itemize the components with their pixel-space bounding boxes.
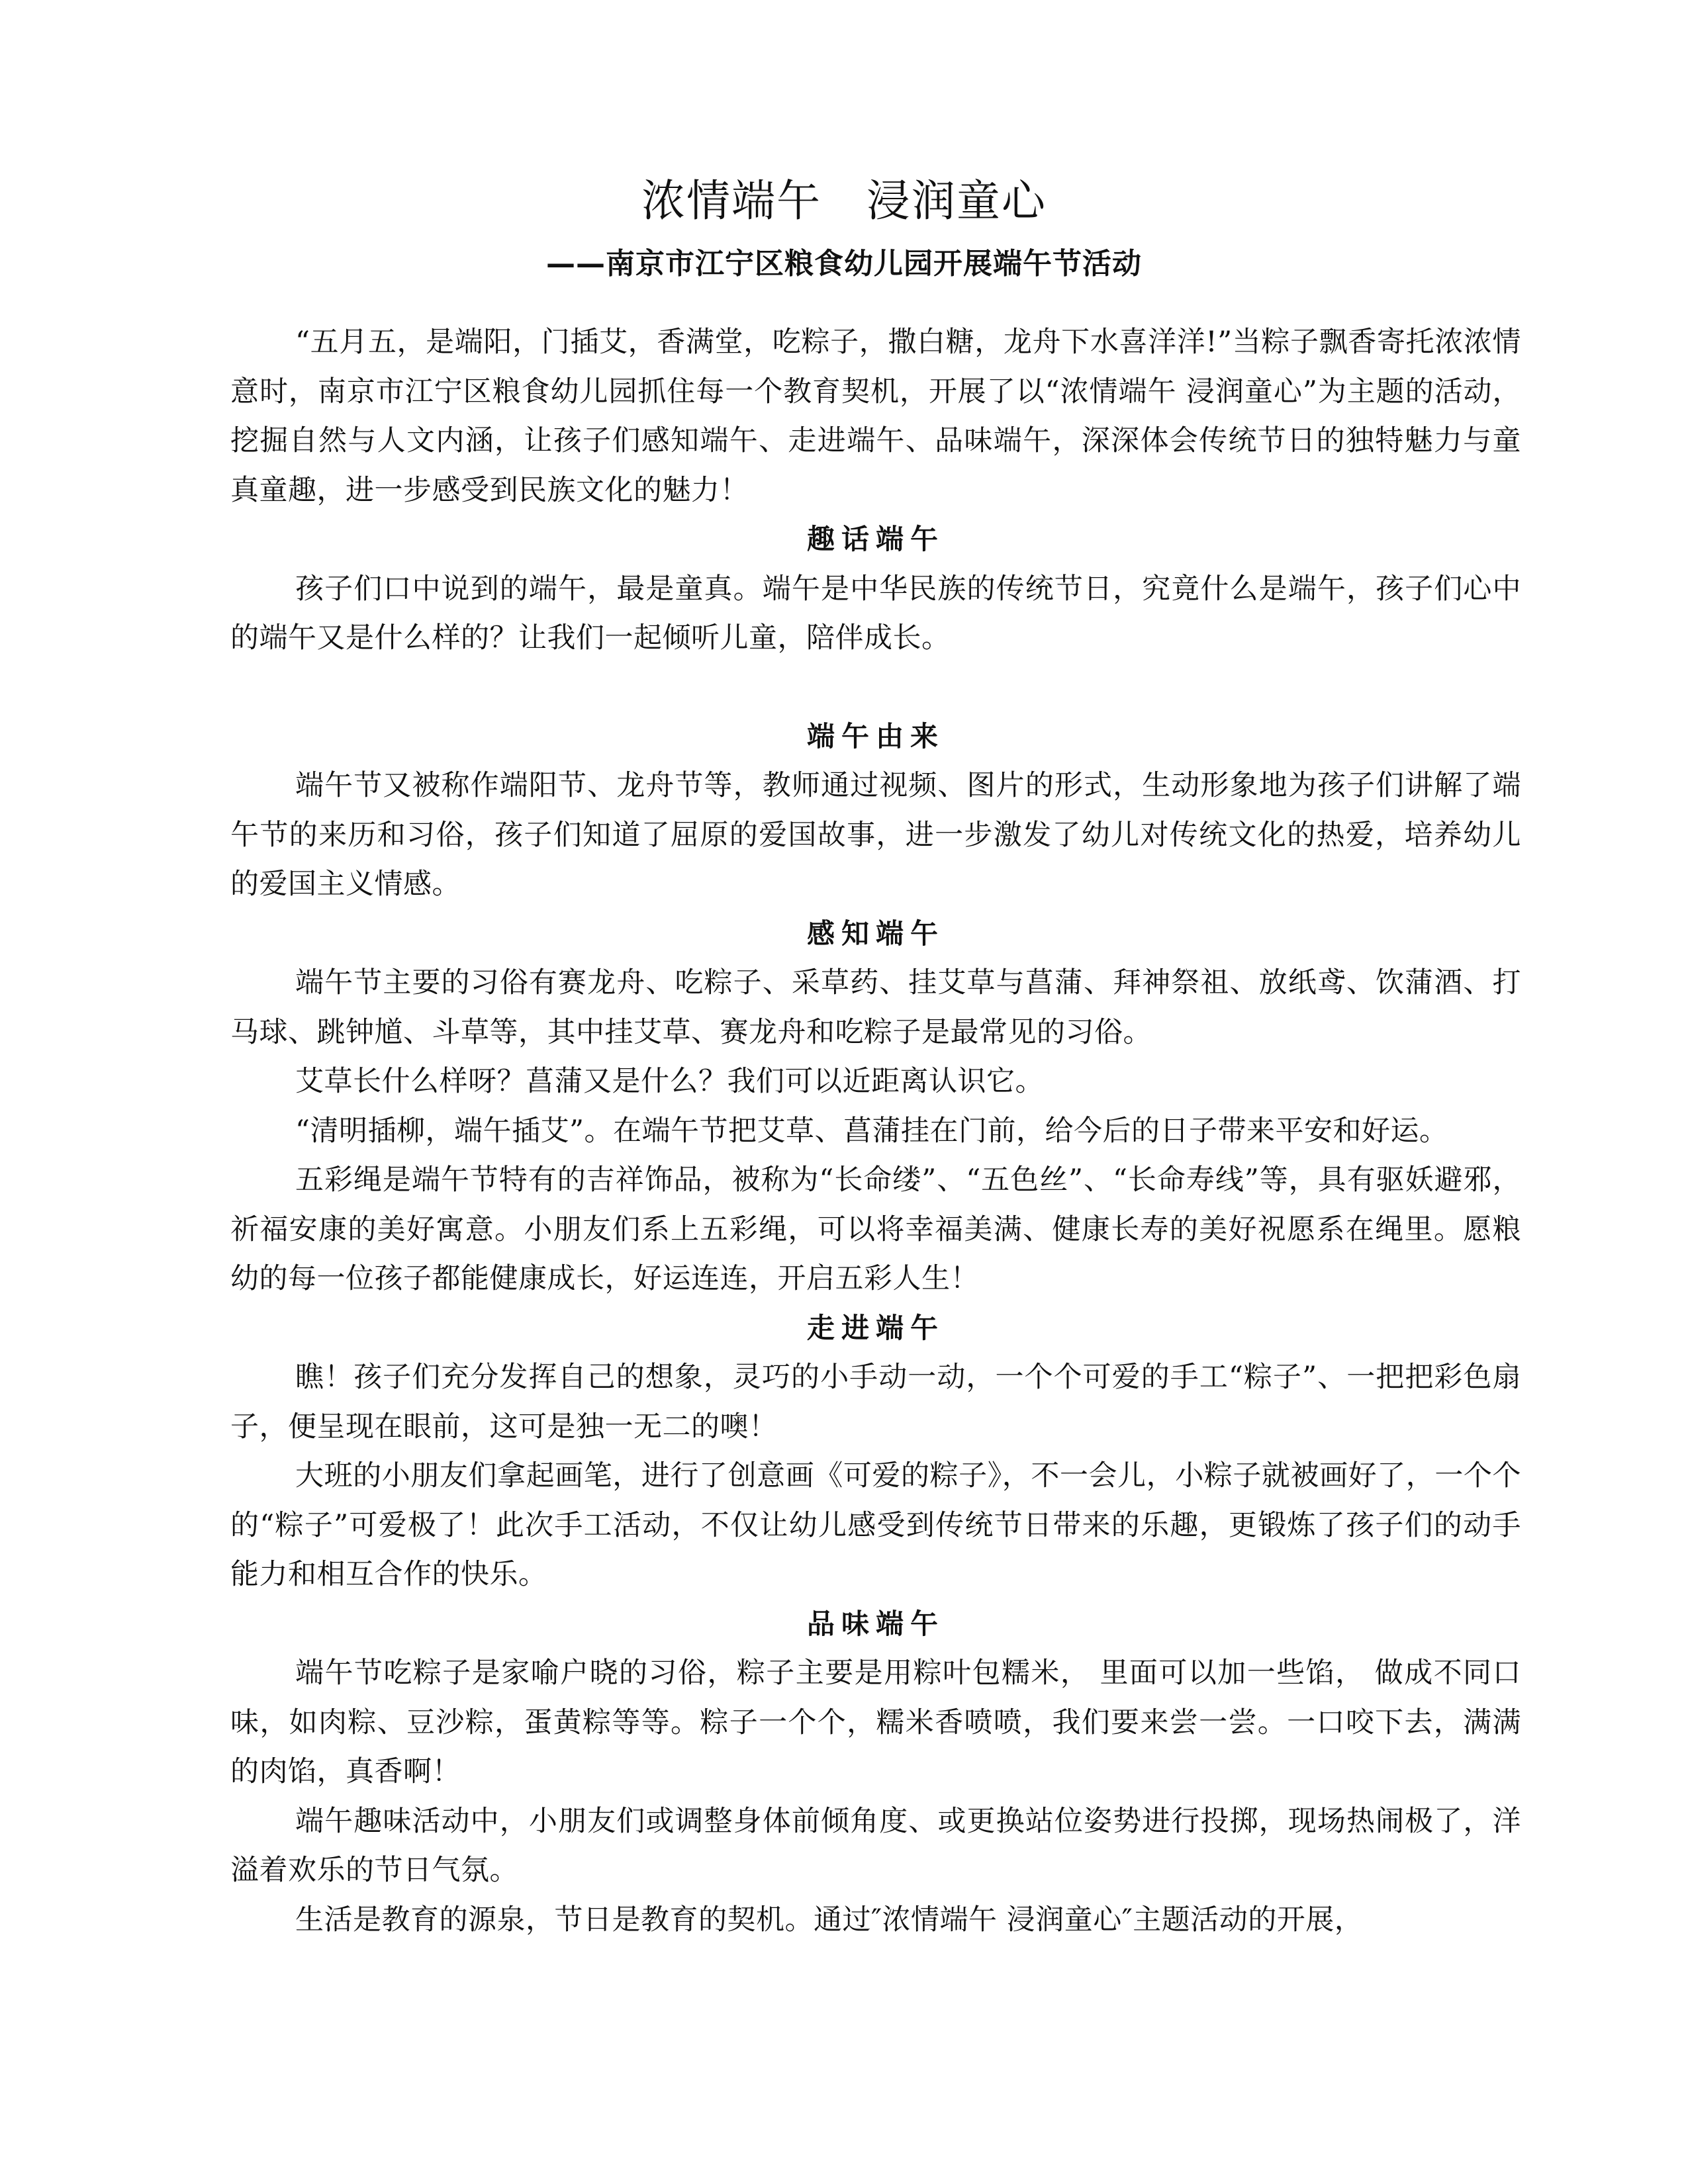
paragraph: “清明插柳，端午插艾”。在端午节把艾草、菖蒲挂在门前，给今后的日子带来平安和好运。 <box>295 1114 1448 1148</box>
section-heading: 趣话端午 <box>806 523 945 555</box>
section-heading: 走进端午 <box>806 1311 945 1344</box>
paragraph: 端午趣味活动中，小朋友们或调整身体前倾角度、或更换站位姿势进行投掷，现场热闹极了，洋溢着欢乐的节日气氛。 <box>230 1804 1521 1887</box>
section-spacer <box>230 663 1521 712</box>
paragraph: 孩子们口中说到的端午，最是童真。端午是中华民族的传统节日，究竟什么是端午，孩子们心中的端午又是什么样的？让我们一起倾听儿童，陪伴成长。 <box>230 572 1521 655</box>
paragraph: 端午节又被称作端阳节、龙舟节等，教师通过视频、图片的形式，生动形象地为孩子们讲解了端午节的来历和习俗，孩子们知道了屈原的爱国故事，进一步激发了幼儿对传统文化的热爱，培养幼儿的爱国主义情感。 <box>230 769 1521 901</box>
paragraph: 五彩绳是端午节特有的吉祥饰品，被称为“长命缕”、“五色丝”、“长命寿线”等，具有驱妖避邪，祈福安康的美好寓意。小朋友们系上五彩绳，可以将幸福美满、健康长寿的美好祝愿系在绳里。愿粮幼的每一位孩子都能健康成长，好运连连，开启五彩人生！ <box>230 1163 1521 1295</box>
paragraph: 生活是教育的源泉，节日是教育的契机。通过″浓情端午 浸润童心″主题活动的开展， <box>295 1903 1364 1936</box>
section-heading: 感知端午 <box>806 917 945 950</box>
paragraph: 大班的小朋友们拿起画笔，进行了创意画《可爱的粽子》，不一会儿，小粽子就被画好了，一个个的“粽子”可爱极了！此次手工活动，不仅让幼儿感受到传统节日带来的乐趣，更锻炼了孩子们的动手能力和相互合作的快乐。 <box>230 1459 1521 1591</box>
paragraph: 端午节吃粽子是家喻户晓的习俗，粽子主要是用粽叶包糯米， 里面可以加一些馅， 做成不同口味，如肉粽、豆沙粽，蛋黄粽等等。粽子一个个，糯米香喷喷，我们要来尝一尝。一口咬下去，满满的肉馅，真香啊！ <box>230 1657 1521 1788</box>
paragraph: 端午节主要的习俗有赛龙舟、吃粽子、采草药、挂艾草与菖蒲、拜神祭祖、放纸鸢、饮蒲酒、打马球、跳钟馗、斗草等，其中挂艾草、赛龙舟和吃粽子是最常见的习俗。 <box>230 966 1521 1049</box>
paragraph: 艾草长什么样呀？菖蒲又是什么？我们可以近距离认识它。 <box>295 1065 1044 1098</box>
intro-paragraph: “五月五，是端阳，门插艾，香满堂，吃粽子，撒白糖，龙舟下水喜洋洋!”当粽子飘香寄托浓浓情意时，南京市江宁区粮食幼儿园抓住每一个教育契机，开展了以“浓情端午 浸润童心”为主题的活动，挖掘自然与人文内涵，让孩子们感知端午、走进端午、品味端午，深深体会传统节日的独特魅力与童真童趣，进一步感受到民族文化的魅力！ <box>230 326 1521 507</box>
document-title: 浓情端午 浸润童心 <box>641 175 1047 226</box>
section-heading: 端午由来 <box>806 719 945 752</box>
document-subtitle: ——南京市江宁区粮食幼儿园开展端午节活动 <box>546 247 1142 281</box>
paragraph: 瞧！孩子们充分发挥自己的想象，灵巧的小手动一动，一个个可爱的手工“粽子”、一把把彩色扇子，便呈现在眼前，这可是独一无二的噢！ <box>230 1361 1521 1443</box>
section-heading: 品味端午 <box>806 1607 945 1640</box>
document-body <box>230 318 1521 1944</box>
